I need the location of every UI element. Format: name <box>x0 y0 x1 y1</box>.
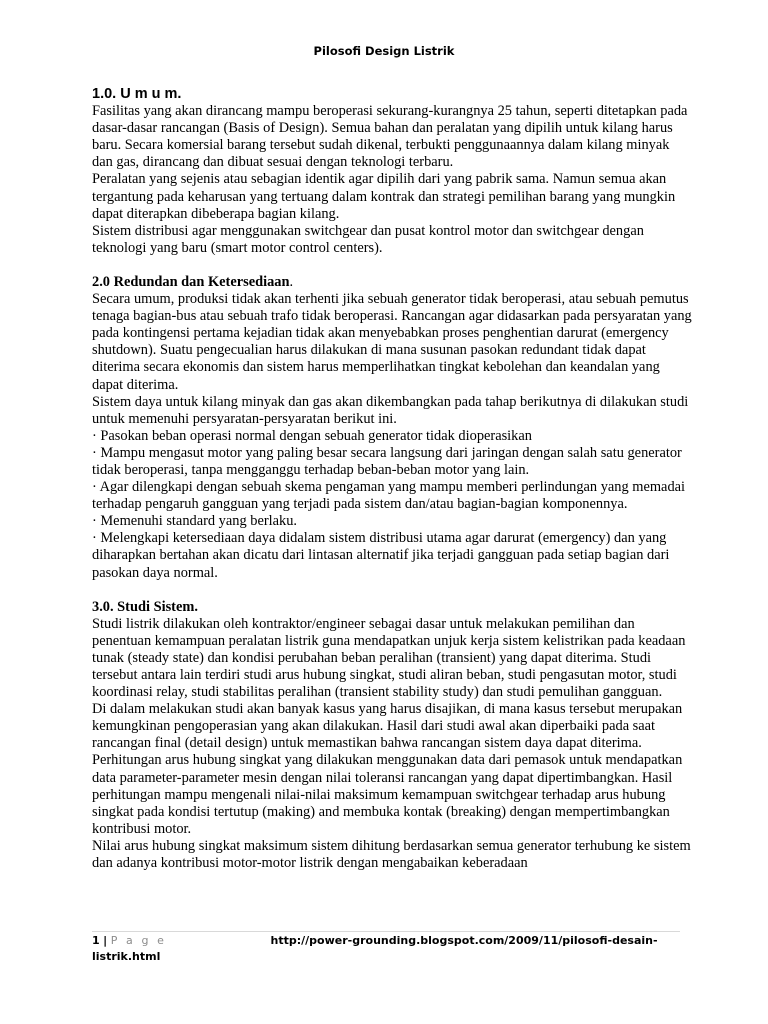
section-heading-umum: 1.0. U m u m. <box>92 86 182 102</box>
page-title: Pilosofi Design Listrik <box>313 44 455 58</box>
section-heading-studi-sistem: 3.0. Studi Sistem. <box>92 598 198 615</box>
page-number: 1 <box>92 934 100 947</box>
bullet-item: · Melengkapi ketersediaan daya didalam sistem distribusi utama agar darurat (emergency) dan yang diharapkan bertahan akan dicatu dari lintasan alternatif jika terjadi gangguan pada setiap bagian dari pasokan daya normal. <box>92 530 670 581</box>
bullet-item: · Mampu mengasut motor yang paling besar secara langsung dari jaringan dengan salah satu generator tidak beroperasi, tanpa mengganggu terhadap beban-beban motor yang lain. <box>92 444 682 478</box>
paragraph: Peralatan yang sejenis atau sebagian identik agar dipilih dari yang pabrik sama. Namun semua akan tergantung pada keharusan yang tertuang dalam kontrak dan strategi pemilihan barang yang mungkin dapat diterapkan dibeberapa bagian kilang. <box>92 171 676 222</box>
spacer <box>92 582 692 599</box>
page-separator: | <box>103 934 108 947</box>
paragraph: Di dalam melakukan studi akan banyak kasus yang harus disajikan, di mana kasus tersebut merupakan kemungkinan pengoperasian yang akan dilakukan. Hasil dari studi awal akan diperbaiki pada saat rancangan final (detail design) untuk memastikan bahwa rancangan sistem daya dapat diterima. <box>92 701 683 752</box>
bullet-item: · Pasokan beban operasi normal dengan sebuah generator tidak dioperasikan <box>92 427 532 444</box>
paragraph: Perhitungan arus hubung singkat yang dilakukan menggunakan data dari pemasok untuk mendapatkan data parameter-parameter mesin dengan nilai toleransi rancangan yang dapat dipertimbangkan. Hasil perhitungan mampu mengenali nilai-nilai maksimum kemampuan switchgear terhadap arus hubung singkat pada kondisi tertutup (making) and membuka kontak (breaking) dengan mempertimbangkan kontribusi motor. <box>92 752 683 837</box>
page-footer <box>92 933 692 965</box>
paragraph: Studi listrik dilakukan oleh kontraktor/engineer sebagai dasar untuk melakukan pemilihan dan penentuan kemampuan peralatan listrik guna mendapatkan unjuk kerja sistem kelistrikan pada keadaan tunak (steady state) dan kondisi perubahan beban peralihan (transient) yang dapat diterima. Studi tersebut antara lain terdiri studi arus hubung singkat, studi aliran beban, studi pengasutan motor, studi koordinasi relay, studi stabilitas peralihan (transient stability study) dan studi pemulihan gangguan. <box>92 615 686 701</box>
heading-suffix: . <box>289 273 294 290</box>
document-body <box>92 86 692 872</box>
footer-divider <box>92 931 680 932</box>
paragraph: Nilai arus hubung singkat maksimum sistem dihitung berdasarkan semua generator terhubung ke sistem dan adanya kontribusi motor-motor listrik dengan mengabaikan keberadaan <box>92 837 691 872</box>
paragraph: Sistem distribusi agar menggunakan switchgear dan pusat kontrol motor dan switchgear dengan teknologi yang baru (smart motor control centers). <box>92 222 644 256</box>
bullet-item: · Memenuhi standard yang berlaku. <box>92 513 298 530</box>
section-heading-redundan <box>92 274 692 291</box>
heading-text: 2.0 Redundan dan Ketersediaan <box>92 273 290 290</box>
spacer <box>92 257 692 274</box>
paragraph: Secara umum, produksi tidak akan terhenti jika sebuah generator tidak beroperasi, atau sebuah pemutus tenaga bagian-bus atau sebuah trafo tidak beroperasi. Rancangan agar didasarkan pada persyaratan yang pada kontingensi pertama kejadian tidak akan menyebabkan proses penghentian darurat (emergency shutdown). Suatu pengecualian harus dilakukan di mana susunan pasokan redundant tidak dapat diterima secara ekonomis dan sistem harus memperlihatkan tingkat kebolehan dan keandalan yang dapat diterima. <box>92 291 692 393</box>
page-label: P a g e <box>110 934 167 947</box>
source-url[interactable]: http://power-grounding.blogspot.com/2009/11/pilosofi-desain-listrik.html <box>92 934 658 963</box>
paragraph: Fasilitas yang akan dirancang mampu beroperasi sekurang-kurangnya 25 tahun, seperti ditetapkan pada dasar-dasar rancangan (Basis of Design). Semua bahan dan peralatan yang dipilih untuk kilang harus baru. Secara komersial barang tersebut sudah dikenal, terbukti penggunaannya dalam kilang minyak dan gas, dirancang dan dibuat sesuai dengan teknologi terbaru. <box>92 103 688 171</box>
bullet-item: · Agar dilengkapi dengan sebuah skema pengaman yang mampu memberi perlindungan yang memadai terhadap pengaruh gangguan yang terjadi pada sistem dan/atau bagian-bagian komponennya. <box>92 479 686 513</box>
paragraph: Sistem daya untuk kilang minyak dan gas akan dikembangkan pada tahap berikutnya di dilakukan studi untuk memenuhi persyaratan-persyaratan berikut ini. <box>92 393 689 427</box>
